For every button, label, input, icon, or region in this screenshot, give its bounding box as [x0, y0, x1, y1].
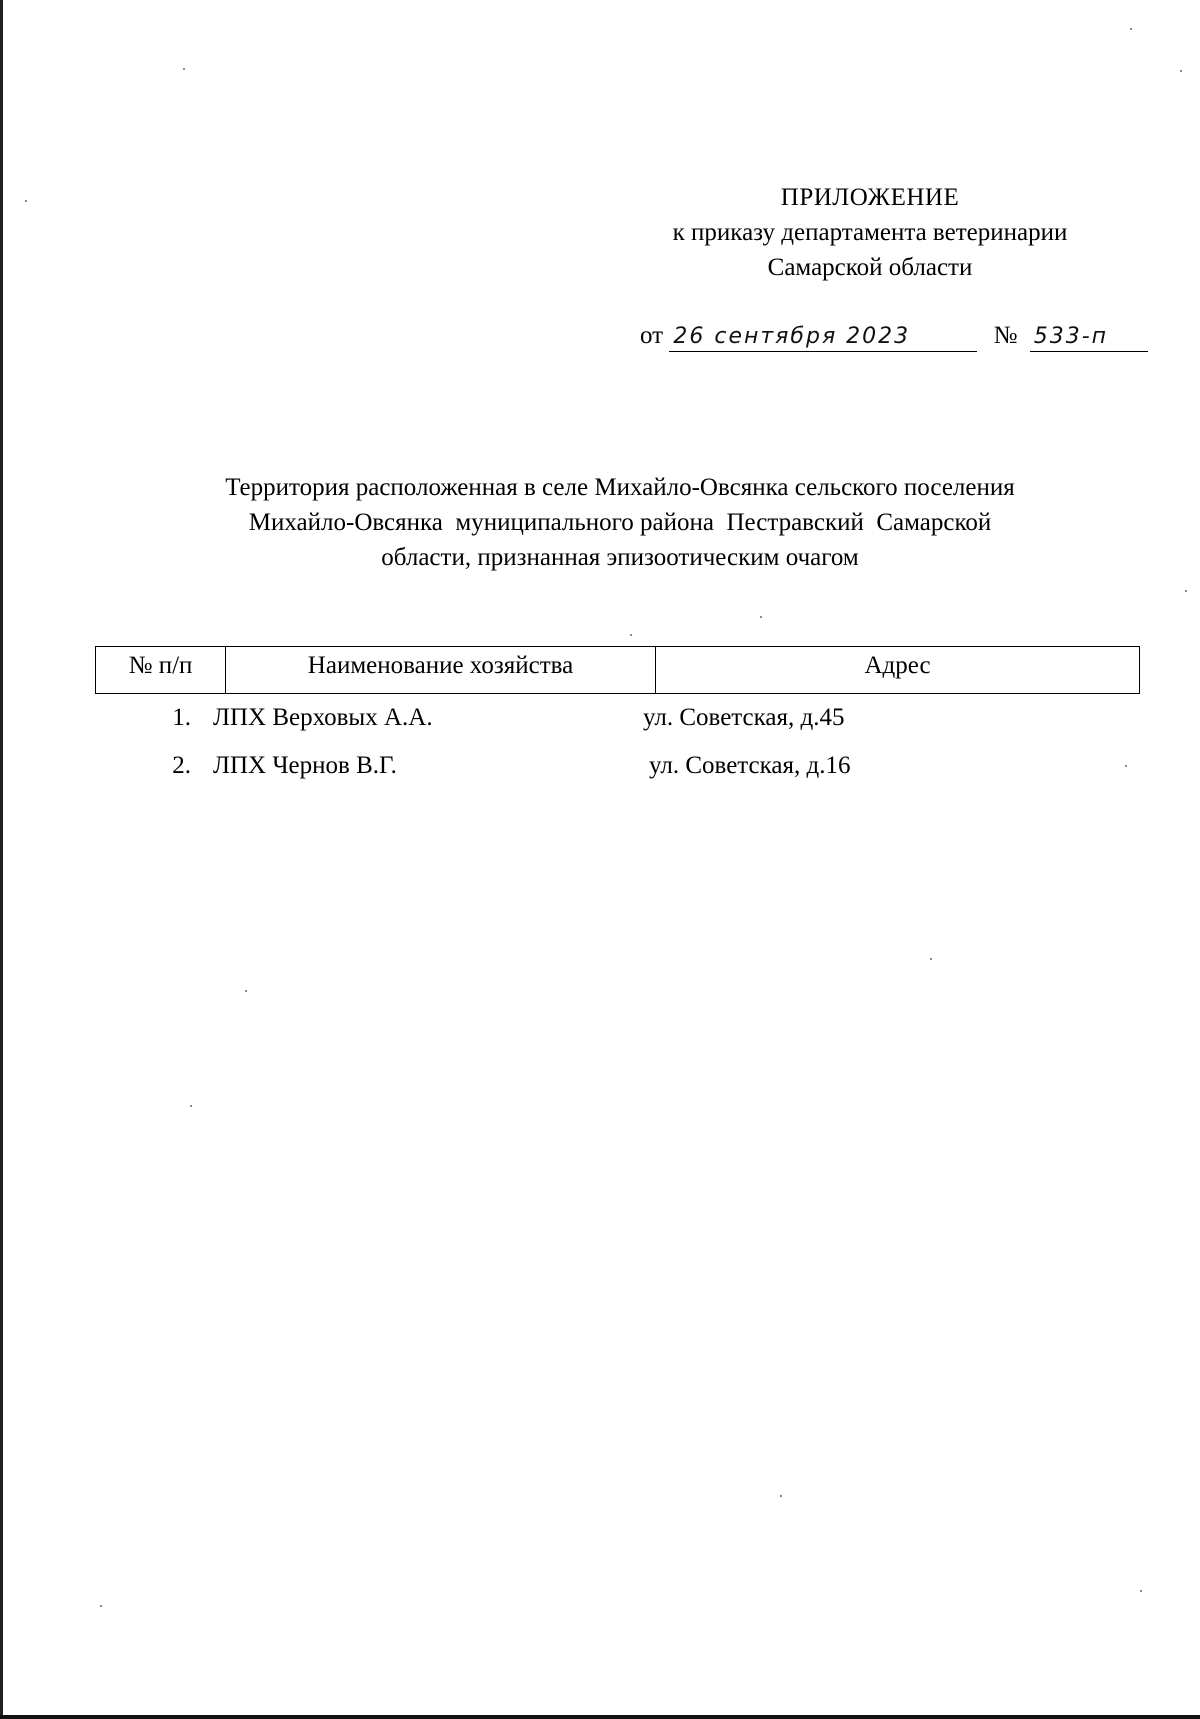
row-number: 1. — [172, 704, 191, 731]
scan-speck — [930, 958, 932, 960]
scan-speck — [190, 1105, 192, 1107]
order-reference — [640, 322, 1148, 352]
order-date-handwritten: 26 сентября 2023 — [669, 324, 977, 352]
table-header-row — [95, 646, 1140, 694]
scan-speck — [1130, 28, 1132, 30]
scan-speck — [1180, 70, 1182, 72]
scan-speck — [780, 1495, 782, 1497]
scan-speck — [25, 200, 27, 202]
order-number-sign: № — [993, 322, 1018, 349]
document-title — [160, 470, 1080, 575]
row-number: 2. — [172, 752, 191, 779]
scan-speck — [630, 634, 632, 636]
appendix-header — [610, 180, 1130, 285]
appendix-line-1: к приказу департамента ветеринарии — [672, 219, 1068, 246]
title-line-2: Михайло-Овсянка муниципального района Пестравский Самарской — [248, 509, 992, 536]
table-row — [95, 742, 1140, 790]
row-farm-name: ЛПХ Чернов В.Г. — [213, 752, 397, 779]
title-line-1: Территория расположенная в селе Михайло-Овсянка сельского поселения — [225, 474, 1015, 501]
order-from-label: от — [640, 322, 664, 349]
scan-speck — [760, 616, 762, 618]
header-number: № п/п — [96, 647, 226, 693]
row-address: ул. Советская, д.45 — [643, 704, 845, 731]
scan-speck — [1125, 765, 1127, 767]
row-address: ул. Советская, д.16 — [649, 752, 851, 779]
scan-speck — [183, 68, 185, 70]
scan-speck — [245, 990, 247, 992]
table-row — [95, 694, 1140, 742]
order-number-handwritten: 533-п — [1030, 324, 1148, 352]
scan-bottom-edge — [0, 1715, 1200, 1719]
row-farm-name: ЛПХ Верховых А.А. — [213, 704, 433, 731]
title-line-3: области, признанная эпизоотическим очагом — [381, 544, 859, 571]
appendix-heading: ПРИЛОЖЕНИЕ — [780, 184, 960, 211]
scan-left-edge — [0, 0, 3, 1719]
appendix-line-2: Самарской области — [767, 254, 973, 281]
scan-speck — [1185, 590, 1187, 592]
scan-speck — [100, 1605, 102, 1607]
header-address: Адрес — [864, 652, 931, 679]
scan-speck — [1140, 1590, 1142, 1592]
farms-table — [95, 646, 1140, 790]
header-farm-name: Наименование хозяйства — [226, 647, 656, 693]
